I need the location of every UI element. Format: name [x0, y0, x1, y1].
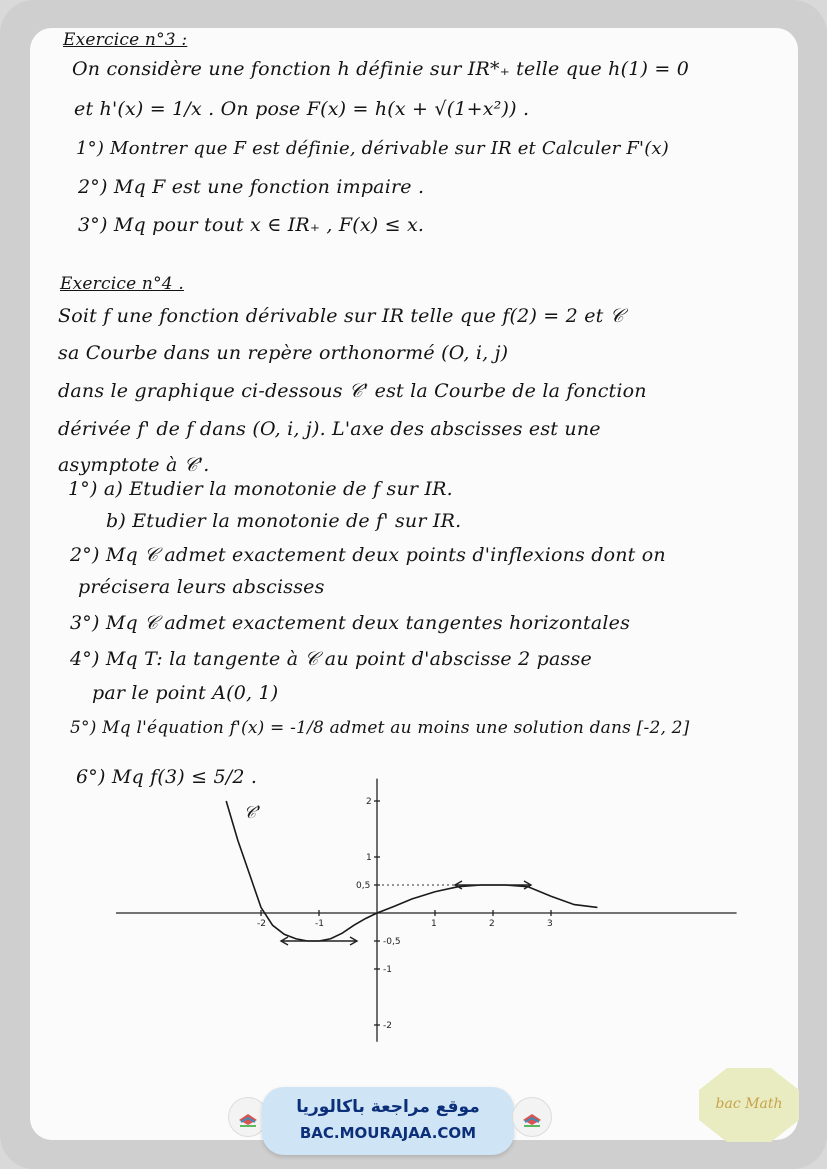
x-tick-label: 2: [489, 919, 495, 929]
site-banner[interactable]: [262, 1087, 514, 1155]
exercise4-question2a: 2°) Mq 𝒞 admet exactement deux points d'inflexions dont on: [70, 544, 666, 566]
y-tick-label: -2: [383, 1021, 392, 1031]
exercise4-question1a: 1°) a) Etudier la monotonie de f sur IR.: [68, 478, 453, 500]
exercise4-title: Exercice n°4 .: [60, 274, 184, 294]
x-tick-label: 1: [431, 919, 437, 929]
exercise4-question3: 3°) Mq 𝒞 admet exactement deux tangentes horizontales: [70, 612, 631, 634]
exercise4-line5: asymptote à 𝒞'.: [58, 454, 210, 476]
curve-label: 𝒞': [243, 802, 261, 823]
y-tick-label: -1: [383, 965, 392, 975]
exercise4-question5: 5°) Mq l'équation f'(x) = -1/8 admet au moins une solution dans [-2, 2]: [70, 718, 690, 738]
exercise4-question4b: par le point A(0, 1): [92, 682, 279, 704]
curve-c-prime: [226, 801, 597, 941]
exercise4-question4a: 4°) Mq T: la tangente à 𝒞 au point d'abscisse 2 passe: [70, 648, 592, 670]
x-tick-label: 3: [547, 919, 553, 929]
exercise3-line1: On considère une fonction h définie sur IR*₊ telle que h(1) = 0: [72, 58, 690, 80]
site-url[interactable]: BAC.MOURAJAA.COM: [299, 1124, 477, 1142]
exercise4-line1: Soit f une fonction dérivable sur IR telle que f(2) = 2 et 𝒞: [58, 305, 624, 327]
exercise3-line2: et h'(x) = 1/x . On pose F(x) = h(x + √(1+x²)) .: [74, 98, 530, 120]
right-logo-icon: [512, 1097, 552, 1137]
x-tick-label: -2: [257, 919, 266, 929]
exercise3-question3: 3°) Mq pour tout x ∈ IR₊ , F(x) ≤ x.: [78, 214, 425, 236]
y-tick-label: 1: [366, 853, 372, 863]
y-tick-label: -0,5: [383, 937, 401, 947]
site-name-arabic: موقع مراجعة باكالوريا: [296, 1097, 480, 1117]
exercise4-line3: dans le graphique ci-dessous 𝒞' est la Courbe de la fonction: [58, 380, 647, 402]
exam-sheet: [30, 28, 798, 1140]
derivative-graph: [30, 28, 798, 1140]
x-tick-label: -1: [315, 919, 324, 929]
exercise4-line4: dérivée f' de f dans (O, i, j). L'axe des abscisses est une: [58, 418, 601, 440]
exercise3-question2: 2°) Mq F est une fonction impaire .: [78, 176, 425, 198]
exercise4-question2b: précisera leurs abscisses: [78, 576, 325, 598]
exercise4-question6: 6°) Mq f(3) ≤ 5/2 .: [76, 766, 258, 788]
y-tick-label: 2: [366, 797, 372, 807]
exercise4-line2: sa Courbe dans un repère orthonormé (O, i, j): [58, 342, 509, 364]
y-tick-label: 0,5: [356, 881, 371, 891]
bac-math-badge: [697, 1066, 801, 1144]
exercise3-question1: 1°) Montrer que F est définie, dérivable sur IR et Calculer F'(x): [76, 138, 669, 159]
exercise3-title: Exercice n°3 :: [63, 30, 188, 50]
badge-text: bac Math: [715, 1096, 783, 1112]
exercise4-question1b: b) Etudier la monotonie de f' sur IR.: [106, 510, 462, 532]
